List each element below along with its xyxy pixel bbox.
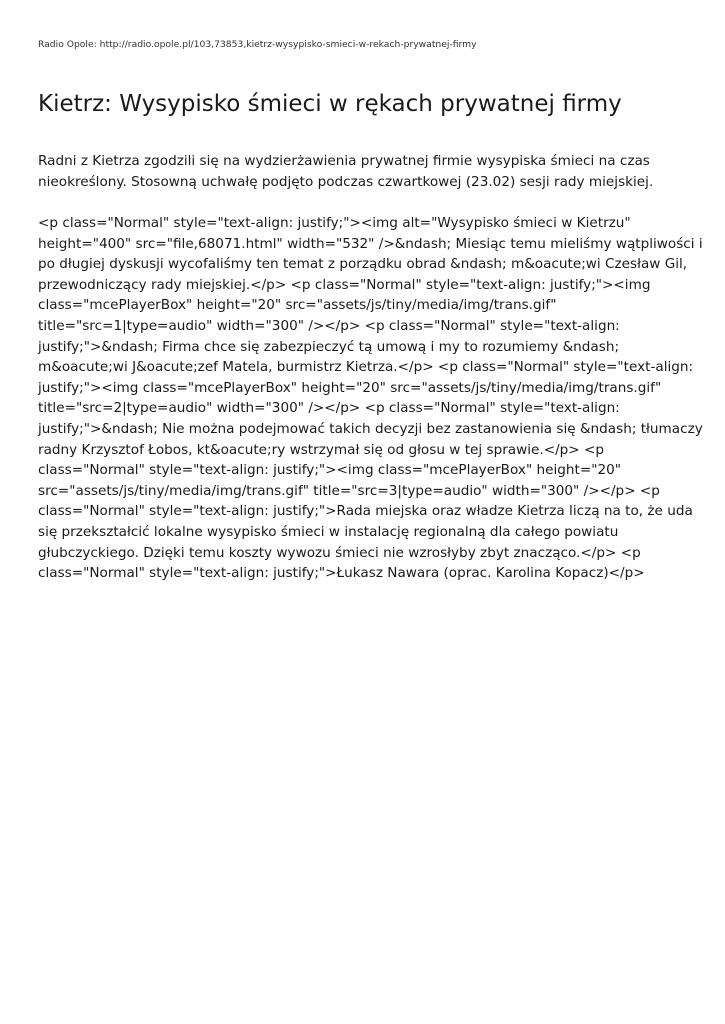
body-line: <p class="Normal" style="text-align: justify;"><img alt="Wysypisko śmieci w Kietrzu" (38, 215, 631, 231)
body-line: justify;">&ndash; Firma chce się zabezpieczyć tą umową i my to rozumiemy &ndash; (38, 338, 620, 355)
body-line: title="src=2|type=audio" width="300" /></p> <p class="Normal" style="text-align: (38, 400, 620, 417)
body-line: class="mcePlayerBox" height="20" src="assets/js/tiny/media/img/trans.gif" (38, 297, 557, 314)
lead-line: Radni z Kietrza zgodzili się na wydzierżawienia prywatnej firmie wysypiska śmieci na czas (38, 153, 650, 169)
source-url-line: Radio Opole: http://radio.opole.pl/103,73853,kietrz-wysypisko-smieci-w-rekach-prywatnej-firmy (38, 39, 477, 50)
body-line: głubczyckiego. Dzięki temu koszty wywozu śmieci nie wzrosłyby zbyt znacząco.</p> <p (38, 544, 641, 561)
body-line: justify;"><img class="mcePlayerBox" height="20" src="assets/js/tiny/media/img/trans.gif" (38, 379, 662, 396)
body-line: po długiej dyskusji wycofaliśmy ten temat z porządku obrad &ndash; m&oacute;wi Czesław Gil, (38, 256, 688, 273)
body-line: class="Normal" style="text-align: justify;"><img class="mcePlayerBox" height="20" (38, 462, 622, 479)
body-line: m&oacute;wi J&oacute;zef Matela, burmistrz Kietrza.</p> <p class="Normal" style="text-align: (38, 359, 694, 376)
body-line: radny Krzysztof Łobos, kt&oacute;ry wstrzymał się od głosu w tej sprawie.</p> <p (38, 441, 605, 458)
article-lead (38, 151, 678, 193)
body-line: class="Normal" style="text-align: justify;">Łukasz Nawara (oprac. Karolina Kopacz)</p> (38, 565, 645, 582)
article-title: Kietrz: Wysypisko śmieci w rękach prywatnej firmy (38, 91, 622, 117)
article-body-raw-html (38, 213, 703, 584)
body-line: przewodniczący rady miejskiej.</p> <p class="Normal" style="text-align: justify;"><img (38, 276, 651, 293)
body-line: się przekształcić lokalne wysypisko śmieci w instalację regionalną dla całego powiatu (38, 523, 619, 540)
body-line: title="src=1|type=audio" width="300" /></p> <p class="Normal" style="text-align: (38, 317, 620, 334)
body-line: justify;">&ndash; Nie można podejmować takich decyzji bez zastanowienia się &ndash; tłumaczy (38, 420, 703, 437)
body-line: src="assets/js/tiny/media/img/trans.gif" title="src=3|type=audio" width="300" /></p> <p (38, 482, 660, 499)
body-line: height="400" src="file,68071.html" width="532" />&ndash; Miesiąc temu mieliśmy wątpliwości i (38, 235, 703, 252)
lead-line: nieokreślony. Stosowną uchwałę podjęto podczas czwartkowej (23.02) sesji rady miejskiej. (38, 174, 654, 190)
body-line: class="Normal" style="text-align: justify;">Rada miejska oraz władze Kietrza liczą na to, że uda (38, 503, 693, 520)
